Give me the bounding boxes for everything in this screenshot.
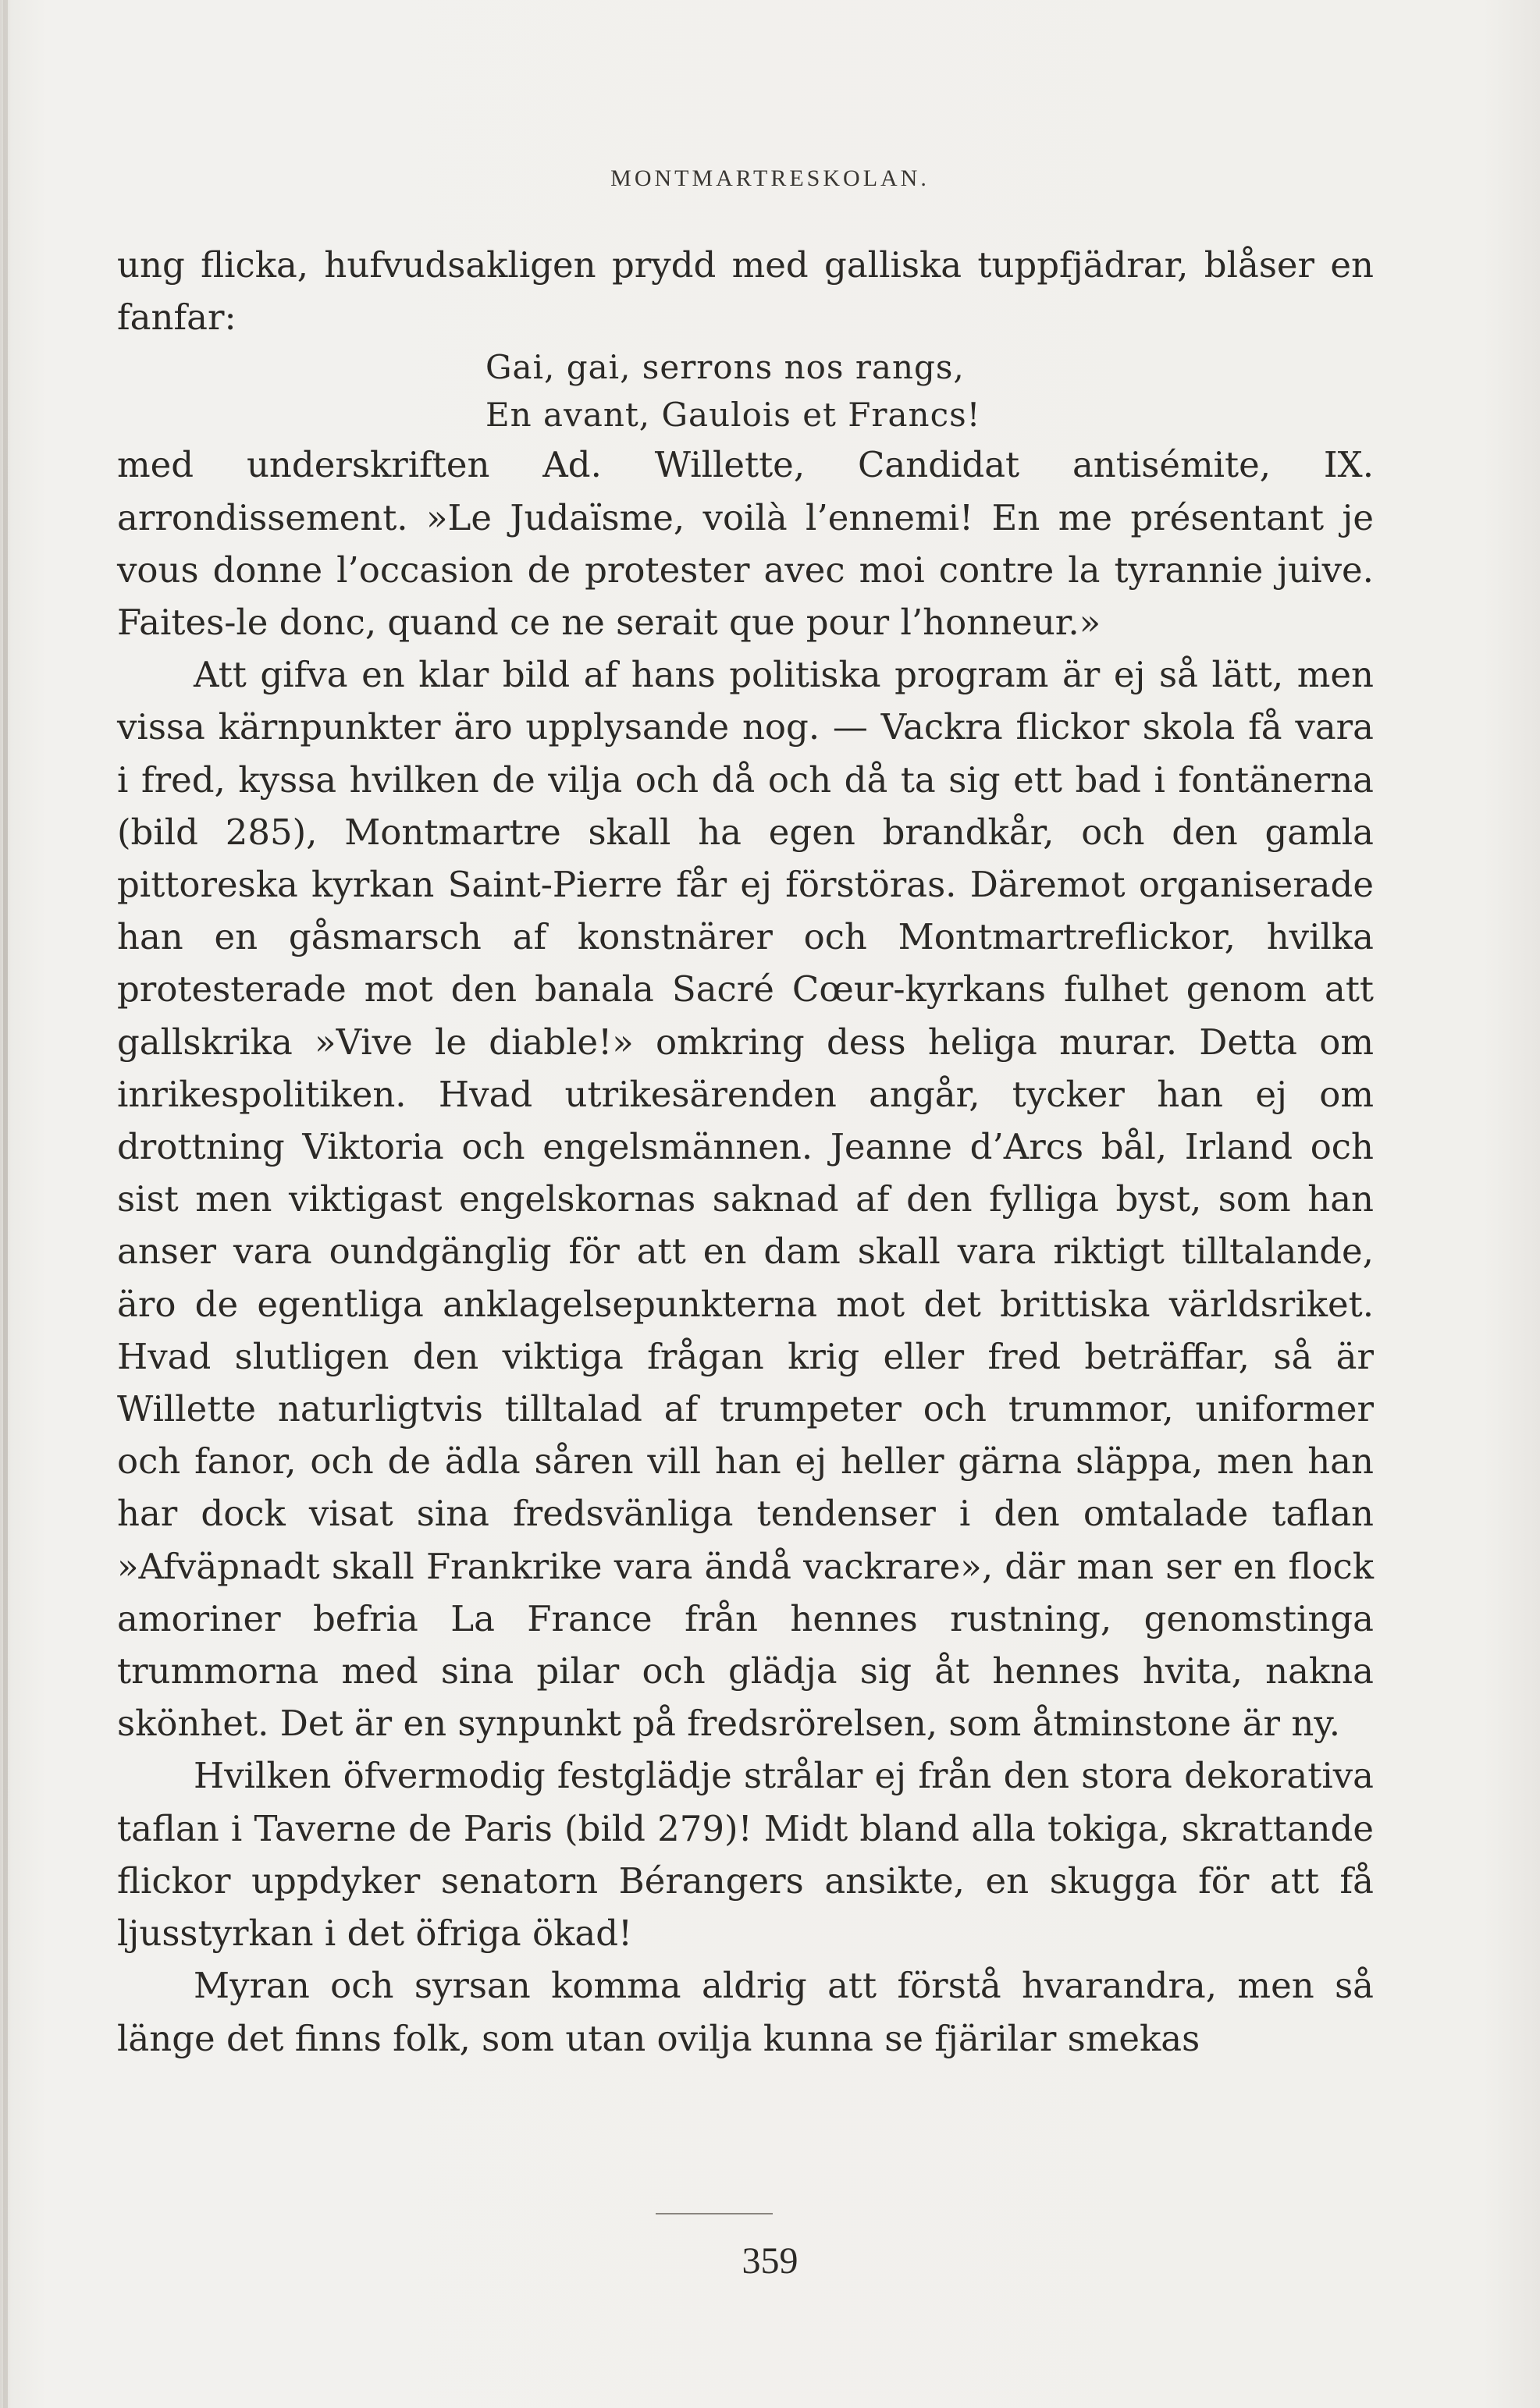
verse-line-2: En avant, Gaulois et Francs!: [485, 396, 981, 435]
binding-edge: [3, 0, 8, 2408]
paragraph-4: Hvilken öfvermodig festglädje strålar ej från den stora dekorativa taflan i Taverne de Paris (bild 279)! Midt bland alla tokiga, skrattande flickor uppdyker senatorn Bérangers ansikte, en skugga för att få ljusstyrkan i det öfriga ökad!: [117, 1755, 1374, 1955]
verse-quote: [117, 343, 1374, 439]
page-number: 359: [742, 2240, 798, 2282]
verse-line-1: Gai, gai, serrons nos rangs,: [485, 348, 965, 387]
paragraph-1: ung flicka, hufvudsakligen prydd med galliska tuppfjädrar, blåser en fanfar:: [117, 244, 1374, 339]
paragraph-3: Att gifva en klar bild af hans politiska program är ej så lätt, men vissa kärnpunkter äro upplysande nog. — Vackra flickor skola få vara i fred, kyssa hvilken de vilja och då och då ta sig ett bad i fontänerna (bild 285), Montmartre skall ha egen brandkår, och den gamla pittoreska kyrkan Saint-Pierre får ej förstöras. Däremot organiserade han en gåsmarsch af konstnärer och Montmartreflickor, hvilka protesterade mot den banala Sacré Cœur-kyrkans fulhet genom att gallskrika »Vive le diable!» omkring dess heliga murar. Detta om inrikespolitiken. Hvad utrikesärenden angår, tycker han ej om drottning Viktoria och engelsmännen. Jeanne d’Arcs bål, Irland och sist men viktigast engelskornas saknad af den fylliga byst, som han anser vara oundgänglig för att en dam skall vara riktigt tilltalande, äro de egentliga anklagelsepunkterna mot det brittiska världsriket. Hvad slutligen den viktiga frågan krig eller fred beträffar, så är Willette naturligtvis tilltalad af trumpeter och trummor, uniformer och fanor, och de ädla såren vill han ej heller gärna släppa, men han har dock visat sina fredsvänliga tendenser i den omtalade taflan »Afväpnadt skall Frankrike vara ändå vackrare», där man ser en flock amoriner befria La France från hennes rustning, genomstinga trummorna med sina pilar och glädja sig åt hennes hvita, nakna skönhet. Det är en synpunkt på fredsrörelsen, som åtminstone är ny.: [117, 654, 1374, 1745]
running-head: MONTMARTRESKOLAN.: [610, 165, 930, 191]
paragraph-2: med underskriften Ad. Willette, Candidat antisémite, IX. arrondissement. »Le Judaïsme, voilà l’ennemi! En me présentant je vous donne l’occasion de protester avec moi contre la tyrannie juive. Faites-le donc, quand ce ne serait que pour l’honneur.»: [117, 444, 1374, 644]
paragraph-5: Myran och syrsan komma aldrig att förstå hvarandra, men så länge det finns folk, som utan ovilja kunna se fjärilar smekas: [117, 1965, 1374, 2059]
footer-rule: [656, 2213, 773, 2214]
body-text: [117, 239, 1374, 2065]
